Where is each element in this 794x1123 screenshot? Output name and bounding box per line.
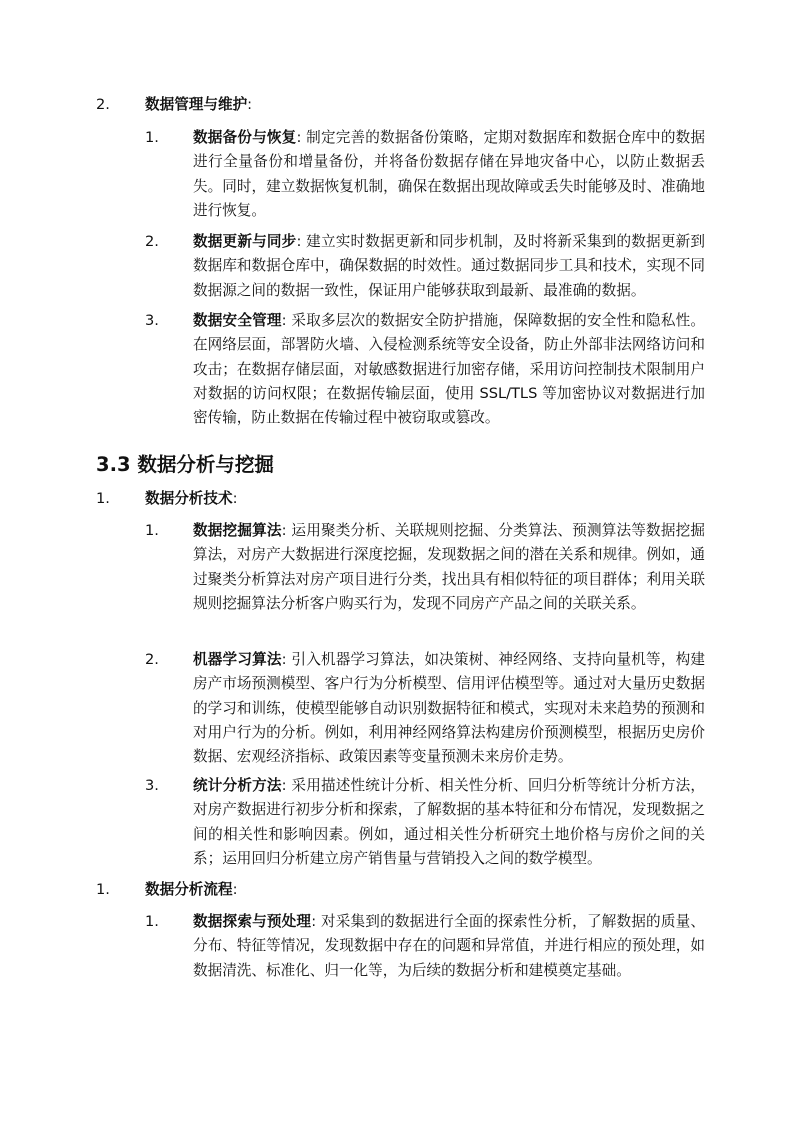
list-number: 2. <box>96 96 110 113</box>
list-number: 1. <box>96 881 110 898</box>
list-item-title: 数据管理与维护 <box>145 96 248 113</box>
sub-item-text: 机器学习算法: 引入机器学习算法，如决策树、神经网络、支持向量机等，构建房产市场预测模型、客户行为分析模型、信用评估模型等。通过对大量历史数据的学习和训练，使模型能够自动识别数据特征和模式，实现对未来趋势的预测和对用户行为的分析。例如，利用神经网络算法构建房价预测模型，根据历史房价数据、宏观经济指标、政策因素等变量预测未来房价走势。 <box>193 651 705 766</box>
sub-item-number: 2. <box>145 651 159 668</box>
sub-item-text: 数据探索与预处理: 对采集到的数据进行全面的探索性分析，了解数据的质量、分布、特征等情况，发现数据中存在的问题和异常值，并进行相应的预处理，如数据清洗、标准化、归一化等，为后续的数据分析和建模奠定基础。 <box>193 913 705 979</box>
list-item-title: 数据分析技术 <box>145 490 233 507</box>
sub-item-number: 1. <box>145 522 159 539</box>
list-item-text: 数据管理与维护: <box>145 96 253 113</box>
sub-item-number: 3. <box>145 312 159 329</box>
list-item-title: 数据分析流程 <box>145 881 233 898</box>
list-number: 1. <box>96 490 110 507</box>
sub-item-text: 数据安全管理: 采取多层次的数据安全防护措施，保障数据的安全性和隐私性。在网络层面，部署防火墙、入侵检测系统等安全设备，防止外部非法网络访问和攻击；在数据存储层面，对敏感数据进行加密存储，采用访问控制技术限制用户对数据的访问权限；在数据传输层面，使用 SSL/TLS 等加密协议对数据进行加密传输，防止数据在传输过程中被窃取或篡改。 <box>193 312 705 427</box>
sub-item-number: 1. <box>145 129 159 146</box>
sub-item-title: 统计分析方法 <box>193 777 282 794</box>
sub-item-title: 数据安全管理 <box>193 312 282 329</box>
section-heading: 3.3 数据分析与挖掘 <box>96 453 274 476</box>
list-item-text: 数据分析技术: <box>145 490 238 507</box>
sub-item-title: 数据探索与预处理 <box>193 913 312 930</box>
sub-item-title: 数据挖掘算法 <box>193 522 282 539</box>
sub-item-number: 2. <box>145 233 159 250</box>
sub-item-text: 统计分析方法: 采用描述性统计分析、相关性分析、回归分析等统计分析方法，对房产数据进行初步分析和探索，了解数据的基本特征和分布情况，发现数据之间的相关性和影响因素。例如，通过相关性分析研究土地价格与房价之间的关系；运用回归分析建立房产销售量与营销投入之间的数学模型。 <box>193 777 705 867</box>
sub-item-number: 3. <box>145 777 159 794</box>
sub-item-text: 数据更新与同步: 建立实时数据更新和同步机制，及时将新采集到的数据更新到数据库和数据仓库中，确保数据的时效性。通过数据同步工具和技术，实现不同数据源之间的数据一致性，保证用户能够获取到最新、最准确的数据。 <box>193 233 705 299</box>
list-item-text: 数据分析流程: <box>145 881 238 898</box>
sub-item-number: 1. <box>145 913 159 930</box>
sub-item-text: 数据挖掘算法: 运用聚类分析、关联规则挖掘、分类算法、预测算法等数据挖掘算法，对房产大数据进行深度挖掘，发现数据之间的潜在关系和规律。例如，通过聚类分析算法对房产项目进行分类，找出具有相似特征的项目群体；利用关联规则挖掘算法分析客户购买行为，发现不同房产产品之间的关联关系。 <box>193 522 705 612</box>
sub-item-text: 数据备份与恢复: 制定完善的数据备份策略，定期对数据库和数据仓库中的数据进行全量备份和增量备份，并将备份数据存储在异地灾备中心，以防止数据丢失。同时，建立数据恢复机制，确保在数据出现故障或丢失时能够及时、准确地进行恢复。 <box>193 129 705 219</box>
sub-item-title: 机器学习算法 <box>193 651 282 668</box>
sub-item-title: 数据更新与同步 <box>193 233 297 250</box>
sub-item-title: 数据备份与恢复 <box>193 129 297 146</box>
